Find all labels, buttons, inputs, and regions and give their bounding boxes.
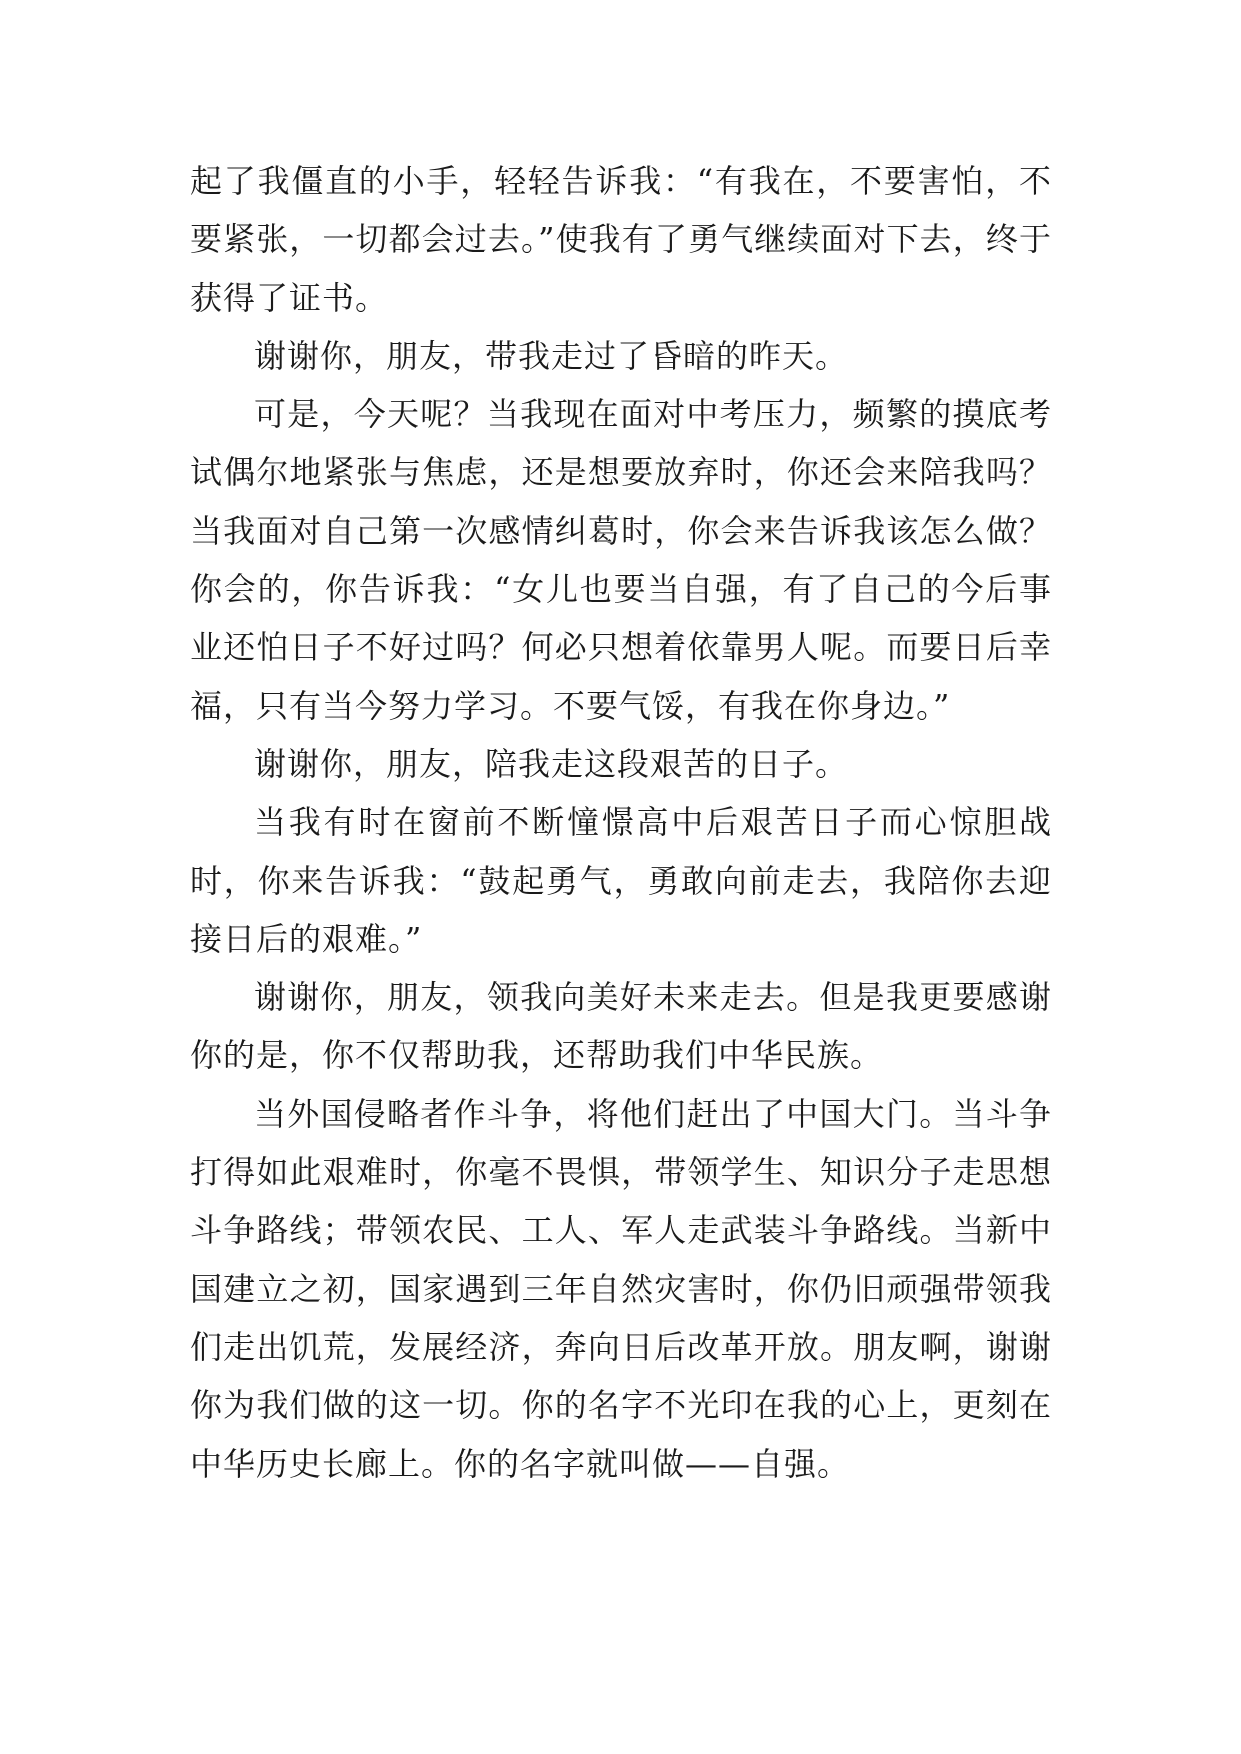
- document-body: [190, 152, 1052, 1493]
- paragraph-4: 谢谢你，朋友，陪我走这段艰苦的日子。: [254, 744, 849, 783]
- paragraph-7: 当外国侵略者作斗争，将他们赶出了中国大门。当斗争打得如此艰难时，你毫不畏惧，带领学生、知识分子走思想斗争路线；带领农民、工人、军人走武装斗争路线。当新中国建立之初，国家遇到三年自然灾害时，你仍旧顽强带领我们走出饥荒，发展经济，奔向日后改革开放。朋友啊，谢谢你为我们做的这一切。你的名字不光印在我的心上，更刻在中华历史长廊上。你的名字就叫做——自强。: [190, 1094, 1052, 1483]
- paragraph-5: 当我有时在窗前不断憧憬高中后艰苦日子而心惊胆战时，你来告诉我：“鼓起勇气，勇敢向前走去，我陪你去迎接日后的艰难。”: [190, 803, 1052, 958]
- paragraph-1: 起了我僵直的小手，轻轻告诉我：“有我在，不要害怕，不要紧张，一切都会过去。”使我有了勇气继续面对下去，终于获得了证书。: [190, 162, 1052, 317]
- paragraph-2: 谢谢你，朋友，带我走过了昏暗的昨天。: [254, 336, 849, 375]
- paragraph-3: 可是，今天呢？当我现在面对中考压力，频繁的摸底考试偶尔地紧张与焦虑，还是想要放弃时，你还会来陪我吗？当我面对自己第一次感情纠葛时，你会来告诉我该怎么做？你会的，你告诉我：“女儿也要当自强，有了自己的今后事业还怕日子不好过吗？何必只想着依靠男人呢。而要日后幸福，只有当今努力学习。不要气馁，有我在你身边。”: [190, 395, 1052, 725]
- paragraph-6: 谢谢你，朋友，领我向美好未来走去。但是我更要感谢你的是，你不仅帮助我，还帮助我们中华民族。: [190, 978, 1052, 1075]
